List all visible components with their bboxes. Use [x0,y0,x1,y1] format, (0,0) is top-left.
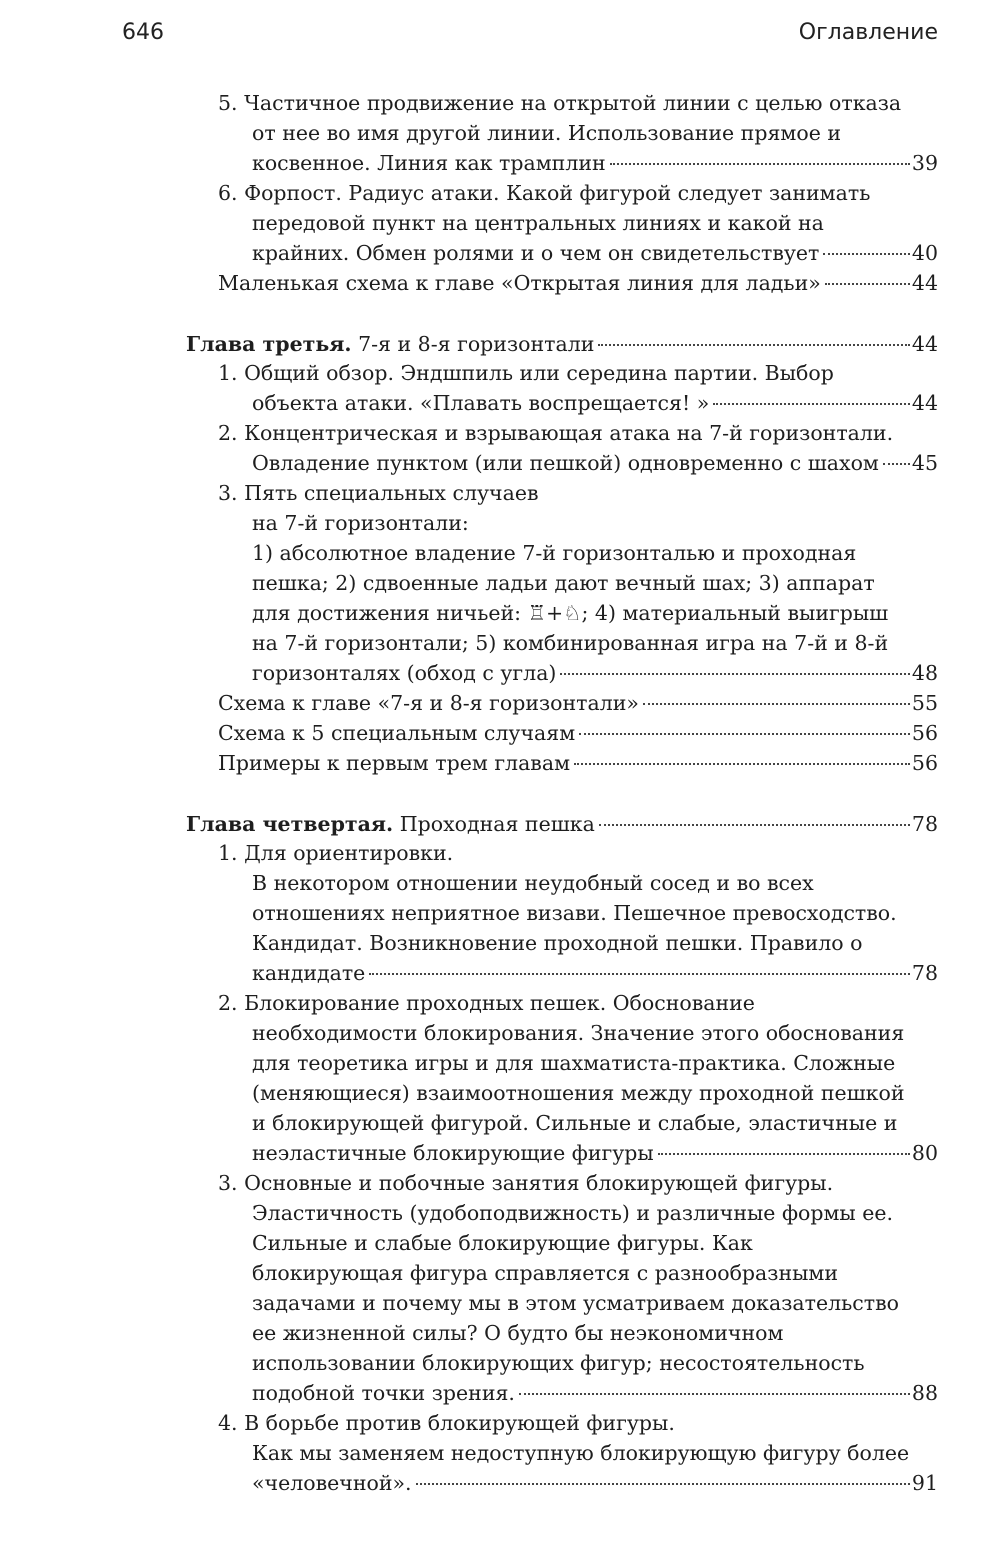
dot-leader [823,253,910,255]
toc-chapter-4 [186,809,938,839]
toc-text: на 7-й горизонтали: [252,511,469,535]
toc-ch3-section-3-line [252,628,888,658]
toc-text: для теоретика игры и для шахматиста-практика. Сложные [252,1051,896,1075]
toc-text: от нее во имя другой линии. Использование прямое и [252,121,842,145]
page-ref: 56 [911,721,938,745]
toc-ch4-section-3-line [252,1348,865,1378]
toc-text: пешка; 2) сдвоенные ладьи дают вечный шах; 3) аппарат [252,571,875,595]
chapter-label: Глава третья. [186,332,352,356]
toc-text: «человечной». [252,1471,412,1495]
toc-examples [218,748,938,778]
chapter-title: 7-я и 8-я горизонтали [358,332,595,356]
toc-text: Эластичность (удобоподвижность) и различные формы ее. [252,1201,894,1225]
page-ref: 39 [911,151,938,175]
toc-text: использовании блокирующих фигур; несостоятельность [252,1351,865,1375]
dot-leader [643,703,910,705]
page-ref: 44 [911,391,938,415]
toc-text: Схема к 5 специальным случаям [218,721,576,745]
page-ref: 45 [911,451,938,475]
toc-text: 6. Форпост. Радиус атаки. Какой фигурой следует занимать [218,181,871,205]
toc-text: передовой пункт на центральных линиях и какой на [252,211,824,235]
toc-text: крайних. Обмен ролями и о чем он свидетельствует [252,241,820,265]
chapter-title: Проходная пешка [399,812,595,836]
page-ref: 48 [911,661,938,685]
toc-scheme-special-cases [218,718,938,748]
toc-ch4-section-1-line [252,898,897,928]
toc-ch4-section-2-line [252,1048,895,1078]
toc-ch3-section-3-line [252,568,875,598]
toc-ch3-section-1-last-line [252,388,938,418]
toc-section-6-line [218,178,870,208]
page-ref: 55 [911,691,938,715]
dot-leader [574,763,910,765]
dot-leader [560,673,909,675]
toc-text: и блокирующей фигурой. Сильные и слабые, эластичные и [252,1111,898,1135]
toc-text: 2. Концентрическая и взрывающая атака на 7-й горизонтали. [218,421,894,445]
toc-text: Сильные и слабые блокирующие фигуры. Как [252,1231,753,1255]
toc-ch4-section-3-line [218,1168,833,1198]
toc-ch4-section-1-last-line [252,958,938,988]
toc-ch4-section-1-line [252,868,814,898]
toc-section-6-last-line [252,238,938,268]
toc-ch4-section-4-line [252,1438,909,1468]
toc-ch4-section-3-line [252,1228,753,1258]
toc-ch3-section-3-line [252,508,469,538]
toc-section-5-last-line [252,148,938,178]
toc-scheme-ch3 [218,688,938,718]
dot-leader [610,163,910,165]
toc-ch3-section-3-line [252,598,888,628]
toc-ch3-section-1-line [218,358,834,388]
page-ref: 88 [911,1381,938,1405]
toc-text: 1) абсолютное владение 7-й горизонталью и проходная [252,541,857,565]
toc-ch4-section-2-last-line [252,1138,938,1168]
dot-leader [369,973,910,975]
toc-ch3-section-2-line [218,418,893,448]
toc-text: кандидате [252,961,366,985]
toc-ch3-section-2-last-line [252,448,938,478]
toc-text: 3. Основные и побочные занятия блокирующей фигуры. [218,1171,834,1195]
toc-text: Кандидат. Возникновение проходной пешки. Правило о [252,931,863,955]
toc-chapter-3 [186,329,938,359]
dot-leader [883,463,910,465]
dot-leader [416,1483,910,1485]
toc-text: отношениях неприятное визави. Пешечное превосходство. [252,901,897,925]
toc-text: (меняющиеся) взаимоотношения между проходной пешкой [252,1081,905,1105]
dot-leader [599,824,910,826]
toc-ch4-section-2-line [252,1078,905,1108]
toc-ch3-section-3-last-line [252,658,938,688]
toc-text: неэластичные блокирующие фигуры [252,1141,654,1165]
toc-section-6-line [252,208,824,238]
toc-text: необходимости блокирования. Значение этого обоснования [252,1021,905,1045]
toc-text: для достижения ничьей: ♖+♘; 4) материальный выигрыш [252,601,889,625]
toc-text: Как мы заменяем недоступную блокирующую фигуру более [252,1441,910,1465]
toc-text: Примеры к первым трем главам [218,751,571,775]
toc-text: 3. Пять специальных случаев [218,481,539,505]
toc-text: Схема к главе «7-я и 8-я горизонтали» [218,691,639,715]
toc-text: 2. Блокирование проходных пешек. Обоснование [218,991,755,1015]
toc-ch4-section-3-last-line [252,1378,938,1408]
page-ref: 44 [911,332,938,356]
toc-ch4-section-4-last-line [252,1468,938,1498]
dot-leader [825,283,910,285]
toc-ch3-section-3-line [252,538,856,568]
page-number: 646 [122,20,164,45]
toc-text: В некотором отношении неудобный сосед и во всех [252,871,814,895]
toc-ch3-section-3-line [218,478,539,508]
toc-ch4-section-1-line [218,838,453,868]
page-ref: 80 [911,1141,938,1165]
toc-section-5-line [218,88,901,118]
dot-leader [713,403,910,405]
toc-text: объекта атаки. «Плавать воспрещается! » [252,391,710,415]
toc-ch4-section-3-line [252,1288,899,1318]
toc-ch4-section-4-line [218,1408,675,1438]
toc-ch4-section-3-line [252,1198,893,1228]
toc-ch4-section-2-line [218,988,755,1018]
toc-text: Маленькая схема к главе «Открытая линия для ладьи» [218,271,821,295]
toc-text: 5. Частичное продвижение на открытой линии с целью отказа [218,91,902,115]
toc-text: 1. Общий обзор. Эндшпиль или середина партии. Выбор [218,361,834,385]
toc-ch4-section-2-line [252,1018,904,1048]
page-ref: 91 [911,1471,938,1495]
toc-text: ее жизненной силы? О будто бы неэкономичном [252,1321,784,1345]
toc-text: задачами и почему мы в этом усматриваем доказательство [252,1291,899,1315]
toc-ch4-section-1-line [252,928,863,958]
toc-text: горизонталях (обход с угла) [252,661,557,685]
dot-leader [658,1153,910,1155]
page-ref: 56 [911,751,938,775]
toc-text: на 7-й горизонтали; 5) комбинированная игра на 7-й и 8-й [252,631,889,655]
chapter-label: Глава четвертая. [186,812,394,836]
dot-leader [519,1393,910,1395]
toc-section-5-line [252,118,841,148]
toc-text: Овладение пунктом (или пешкой) одновременно с шахом [252,451,879,475]
page-ref: 40 [911,241,938,265]
toc-scheme-ch2 [218,268,938,298]
page-ref: 78 [911,812,938,836]
toc-text: 1. Для ориентировки. [218,841,454,865]
dot-leader [598,344,910,346]
toc-text: 4. В борьбе против блокирующей фигуры. [218,1411,675,1435]
toc-text: косвенное. Линия как трамплин [252,151,606,175]
toc-ch4-section-2-line [252,1108,897,1138]
running-head: Оглавление [798,20,938,45]
page-ref: 78 [911,961,938,985]
toc-text: блокирующая фигура справляется с разнообразными [252,1261,839,1285]
page-ref: 44 [911,271,938,295]
dot-leader [579,733,910,735]
toc-ch4-section-3-line [252,1258,838,1288]
toc-text: подобной точки зрения. [252,1381,515,1405]
toc-ch4-section-3-line [252,1318,783,1348]
